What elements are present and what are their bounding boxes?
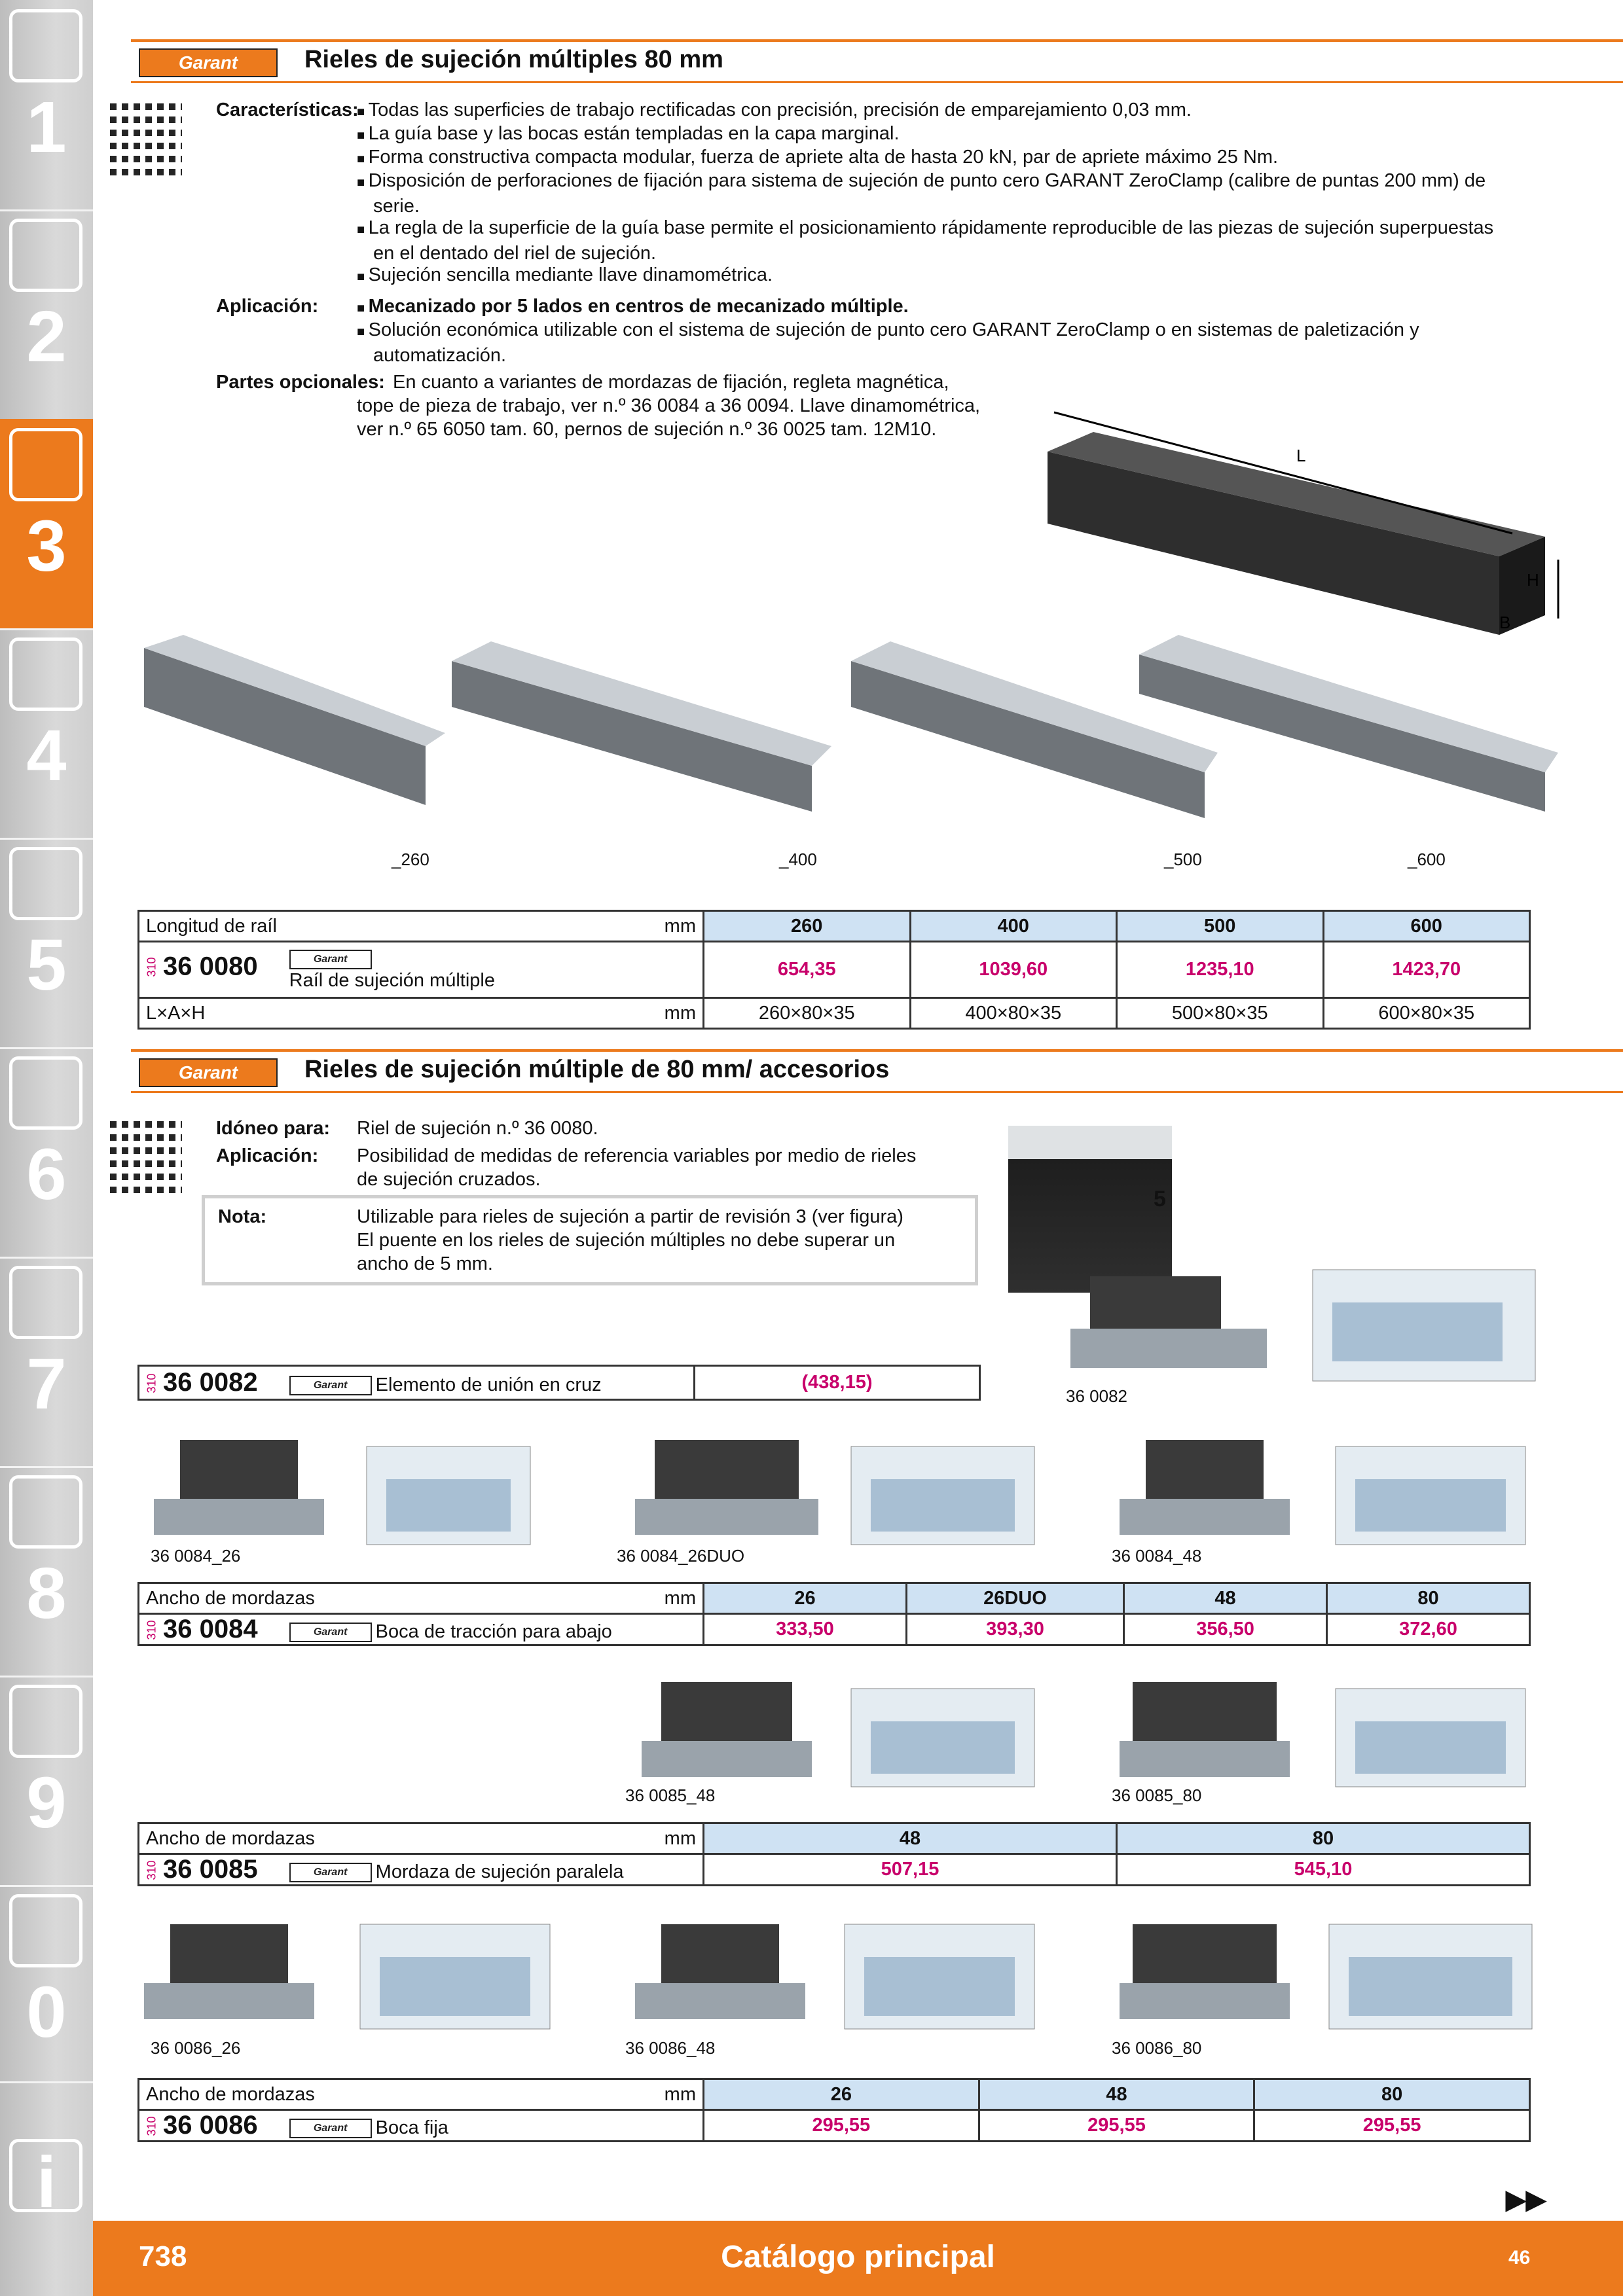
suitable-value: Riel de sujeción n.º 36 0080.: [357, 1118, 598, 1139]
section-header: [131, 1049, 1623, 1093]
product-description: Boca de tracción para abajo: [375, 1621, 612, 1642]
size-header: 80: [1117, 1823, 1530, 1854]
feature-item: ■ Todas las superficies de trabajo rectificadas con precisión, precisión de emparejamiento 0,03 mm.: [357, 98, 1535, 124]
article-number[interactable]: 36 0086: [163, 2111, 258, 2140]
product-table-360080: [137, 910, 1531, 1030]
unit-label: mm: [664, 915, 696, 937]
feature-item: ■ La regla de la superficie de la guía base permite el posicionamiento rápidamente reproducible de las piezas de sujeción superpuestas en el dentado del riel de sujeción.: [357, 216, 1509, 265]
price: 545,10: [1117, 1854, 1530, 1886]
size-header: 48: [1124, 1583, 1327, 1614]
dim-label-h: H: [1527, 570, 1539, 590]
pliers-icon: [9, 1266, 82, 1339]
tab-chapter-9[interactable]: [0, 1676, 93, 1887]
image-caption: _260: [392, 850, 429, 869]
image-caption: 36 0086_48: [625, 2038, 716, 2058]
article-number[interactable]: 36 0085: [163, 1855, 258, 1884]
chapter-number: 5: [26, 925, 67, 1005]
chapter-number: 6: [26, 1134, 67, 1215]
article-number[interactable]: 36 0080: [163, 952, 258, 981]
price: 507,15: [704, 1854, 1117, 1886]
insert-icon: [9, 219, 82, 292]
image-caption: _400: [779, 850, 817, 869]
product-table-360086: [137, 2078, 1531, 2142]
unit-label: mm: [664, 2083, 696, 2105]
application-label: Aplicación:: [216, 1145, 319, 1166]
issue-number: 46: [1508, 2247, 1531, 2269]
page-number: 738: [139, 2240, 187, 2272]
feature-item: ■ Disposición de perforaciones de fijación para sistema de sujeción de punto cero GARANT ZeroClamp (calibre de puntas 200 mm) de serie.: [357, 169, 1535, 218]
image-caption: _600: [1408, 850, 1446, 869]
application-label: Aplicación:: [216, 296, 319, 317]
code-prefix: 310: [145, 1860, 158, 1880]
tab-chapter-6[interactable]: [0, 1047, 93, 1259]
note-label: Nota:: [218, 1206, 267, 1227]
chuck-icon: [9, 428, 82, 501]
fixed-jaw-image-26: [131, 1905, 327, 2036]
product-table-360085: [137, 1822, 1531, 1886]
dimension-value: 500×80×35: [1117, 998, 1324, 1029]
product-table-360082: [137, 1365, 981, 1401]
code-prefix: 310: [145, 2116, 158, 2136]
feature-item: ■ La guía base y las bocas están templadas en la capa marginal.: [357, 122, 1535, 147]
tab-chapter-8[interactable]: [0, 1466, 93, 1677]
image-caption: _500: [1164, 850, 1202, 869]
pull-jaw-image-48: [1106, 1420, 1303, 1551]
tab-chapter-1[interactable]: [0, 0, 93, 211]
unit-label: mm: [664, 1587, 696, 1609]
product-cell: [139, 942, 704, 998]
chapter-number: 1: [26, 87, 67, 168]
size-header: 80: [1254, 2079, 1530, 2110]
image-caption: 36 0082: [1066, 1386, 1127, 1406]
tab-info[interactable]: [0, 2081, 93, 2221]
row-label: L×A×H: [146, 1002, 206, 1024]
saw-icon: [9, 847, 82, 920]
price: 295,55: [979, 2110, 1254, 2142]
chapter-number: 2: [26, 296, 67, 377]
code-prefix: 310: [145, 957, 158, 977]
feature-item: ■ Sujeción sencilla mediante llave dinamométrica.: [357, 263, 1535, 289]
note-box: [202, 1195, 978, 1285]
product-description: Elemento de unión en cruz: [375, 1374, 602, 1395]
tab-chapter-5[interactable]: [0, 838, 93, 1049]
garant-mini-logo: Garant: [289, 950, 372, 969]
size-header: 600: [1323, 911, 1530, 942]
rail-image-260: [118, 622, 445, 844]
parallel-jaw-drawing-48: [838, 1662, 1048, 1800]
safety-icon: [9, 1894, 82, 1967]
dim-label-l: L: [1296, 446, 1306, 465]
pull-jaw-drawing-26: [354, 1420, 543, 1558]
garant-mini-logo: Garant: [289, 1623, 372, 1642]
tab-chapter-0[interactable]: [0, 1885, 93, 2083]
product-description: Mordaza de sujeción paralela: [375, 1861, 624, 1882]
drill-icon: [9, 9, 82, 82]
cabinet-icon: [9, 1685, 82, 1758]
chapter-number: i: [36, 2142, 57, 2223]
price: 333,50: [704, 1614, 907, 1645]
chapter-sidebar: [0, 0, 93, 2296]
suitable-label: Idóneo para:: [216, 1118, 331, 1139]
product-table-360084: [137, 1582, 1531, 1646]
chapter-number: 7: [26, 1344, 67, 1424]
dimension-value: 400×80×35: [910, 998, 1117, 1029]
double-arrow-right-icon[interactable]: ▶▶: [1506, 2185, 1546, 2214]
tab-chapter-4[interactable]: [0, 628, 93, 840]
pull-jaw-drawing-26duo: [838, 1420, 1048, 1558]
size-header: 26: [704, 2079, 979, 2110]
chapter-number: 3: [26, 506, 67, 586]
qr-code[interactable]: [105, 1116, 182, 1193]
page-footer: [93, 2221, 1623, 2296]
parallel-jaw-drawing-80: [1322, 1662, 1539, 1800]
size-header: 48: [979, 2079, 1254, 2110]
row-label: Ancho de mordazas: [146, 1587, 315, 1609]
note-line: El puente en los rieles de sujeción múltiples no debe superar un: [357, 1230, 896, 1251]
code-prefix: 310: [145, 1620, 158, 1640]
garant-logo: Garant: [139, 48, 278, 77]
note-line: Utilizable para rieles de sujeción a partir de revisión 3 (ver figura): [357, 1206, 903, 1227]
code-prefix: 310: [145, 1373, 158, 1393]
rail-image-600: [1126, 615, 1558, 838]
row-label: Ancho de mordazas: [146, 1827, 315, 1849]
application-line: Posibilidad de medidas de referencia variables por medio de rieles: [357, 1145, 917, 1166]
optional-line: tope de pieza de trabajo, ver n.º 36 0084 a 36 0094. Llave dinamométrica,: [357, 395, 981, 416]
chapter-number: 8: [26, 1553, 67, 1634]
cross-element-drawing: [1293, 1244, 1568, 1394]
wrench-icon: [9, 1056, 82, 1130]
size-header: 260: [704, 911, 911, 942]
optional-line: En cuanto a variantes de mordazas de fijación, regleta magnética,: [393, 372, 949, 393]
dimension-value: 260×80×35: [704, 998, 911, 1029]
size-header: 400: [910, 911, 1117, 942]
dimension-value: 600×80×35: [1323, 998, 1530, 1029]
image-caption: 36 0085_48: [625, 1785, 716, 1805]
figure-label: 5: [1154, 1187, 1166, 1211]
fixed-jaw-drawing-48: [831, 1898, 1048, 2042]
garant-logo: Garant: [139, 1058, 278, 1087]
optional-line: ver n.º 65 6050 tam. 60, pernos de sujeción n.º 36 0025 tam. 12M10.: [357, 419, 937, 440]
size-header: 500: [1117, 911, 1324, 942]
qr-code[interactable]: [105, 98, 182, 175]
rail-image-400: [445, 615, 831, 838]
image-caption: 36 0084_48: [1112, 1546, 1202, 1566]
fixed-jaw-drawing-26: [347, 1898, 563, 2042]
fixed-jaw-image-48: [622, 1905, 818, 2036]
price: 1423,70: [1323, 942, 1530, 998]
chapter-number: 4: [26, 715, 67, 796]
cross-element-image: [1064, 1250, 1273, 1388]
section-title: Rieles de sujeción múltiples 80 mm: [304, 46, 723, 73]
fixed-jaw-drawing-80: [1316, 1898, 1545, 2042]
price: 1039,60: [910, 942, 1117, 998]
price: 393,30: [906, 1614, 1123, 1645]
size-header: 80: [1327, 1583, 1530, 1614]
optional-label: Partes opcionales:: [216, 372, 385, 393]
price: 654,35: [704, 942, 911, 998]
size-header: 26DUO: [906, 1583, 1123, 1614]
toolbox-icon: [9, 1475, 82, 1549]
section-header: [131, 39, 1623, 83]
parallel-jaw-image-80: [1106, 1662, 1303, 1793]
garant-mini-logo: Garant: [289, 1863, 372, 1882]
product-description: Raíl de sujeción múltiple: [289, 969, 495, 991]
price: 295,55: [704, 2110, 979, 2142]
article-number[interactable]: 36 0082: [163, 1368, 258, 1397]
image-caption: 36 0085_80: [1112, 1785, 1202, 1805]
chapter-number: 0: [26, 1972, 67, 2053]
image-caption: 36 0086_26: [151, 2038, 241, 2058]
size-header: 48: [704, 1823, 1117, 1854]
image-caption: 36 0084_26: [151, 1546, 241, 1566]
unit-label: mm: [664, 1002, 696, 1024]
application-item: ■ Mecanizado por 5 lados en centros de mecanizado múltiple.: [357, 295, 1535, 320]
row-label: Ancho de mordazas: [146, 2083, 315, 2105]
catalog-title: Catálogo principal: [721, 2240, 995, 2274]
price: 356,50: [1124, 1614, 1327, 1645]
price: (438,15): [695, 1366, 980, 1400]
size-header: 26: [704, 1583, 907, 1614]
pull-jaw-image-26: [141, 1420, 337, 1551]
pull-jaw-drawing-48: [1322, 1420, 1539, 1558]
product-description: Boca fija: [375, 2117, 448, 2138]
parallel-jaw-image-48: [629, 1662, 825, 1793]
unit-label: mm: [664, 1827, 696, 1849]
section-title: Rieles de sujeción múltiple de 80 mm/ accesorios: [304, 1056, 890, 1083]
image-caption: 36 0084_26DUO: [617, 1546, 745, 1566]
features-label: Características:: [216, 99, 359, 120]
tab-chapter-2[interactable]: [0, 209, 93, 421]
price: 1235,10: [1117, 942, 1324, 998]
garant-mini-logo: Garant: [289, 2119, 372, 2138]
application-item: ■ Solución económica utilizable con el sistema de sujeción de punto cero GARANT ZeroClamp o en sistemas de paletización y automatización.: [357, 318, 1535, 367]
article-number[interactable]: 36 0084: [163, 1615, 258, 1643]
caliper-icon: [9, 637, 82, 711]
image-caption: 36 0086_80: [1112, 2038, 1202, 2058]
tab-chapter-7[interactable]: [0, 1257, 93, 1468]
price: 295,55: [1254, 2110, 1530, 2142]
note-line: ancho de 5 mm.: [357, 1253, 493, 1274]
application-line: de sujeción cruzados.: [357, 1169, 541, 1190]
row-label: Longitud de raíl: [146, 915, 277, 937]
feature-item: ■ Forma constructiva compacta modular, fuerza de apriete alta de hasta 20 kN, par de apriete máximo 25 Nm.: [357, 145, 1535, 171]
price: 372,60: [1327, 1614, 1530, 1645]
chapter-number: 9: [26, 1763, 67, 1843]
garant-mini-logo: Garant: [289, 1376, 372, 1395]
fixed-jaw-image-80: [1106, 1905, 1303, 2036]
tab-chapter-3[interactable]: [0, 419, 93, 630]
dim-label-b: B: [1499, 613, 1511, 632]
pull-jaw-image-26duo: [629, 1420, 825, 1551]
